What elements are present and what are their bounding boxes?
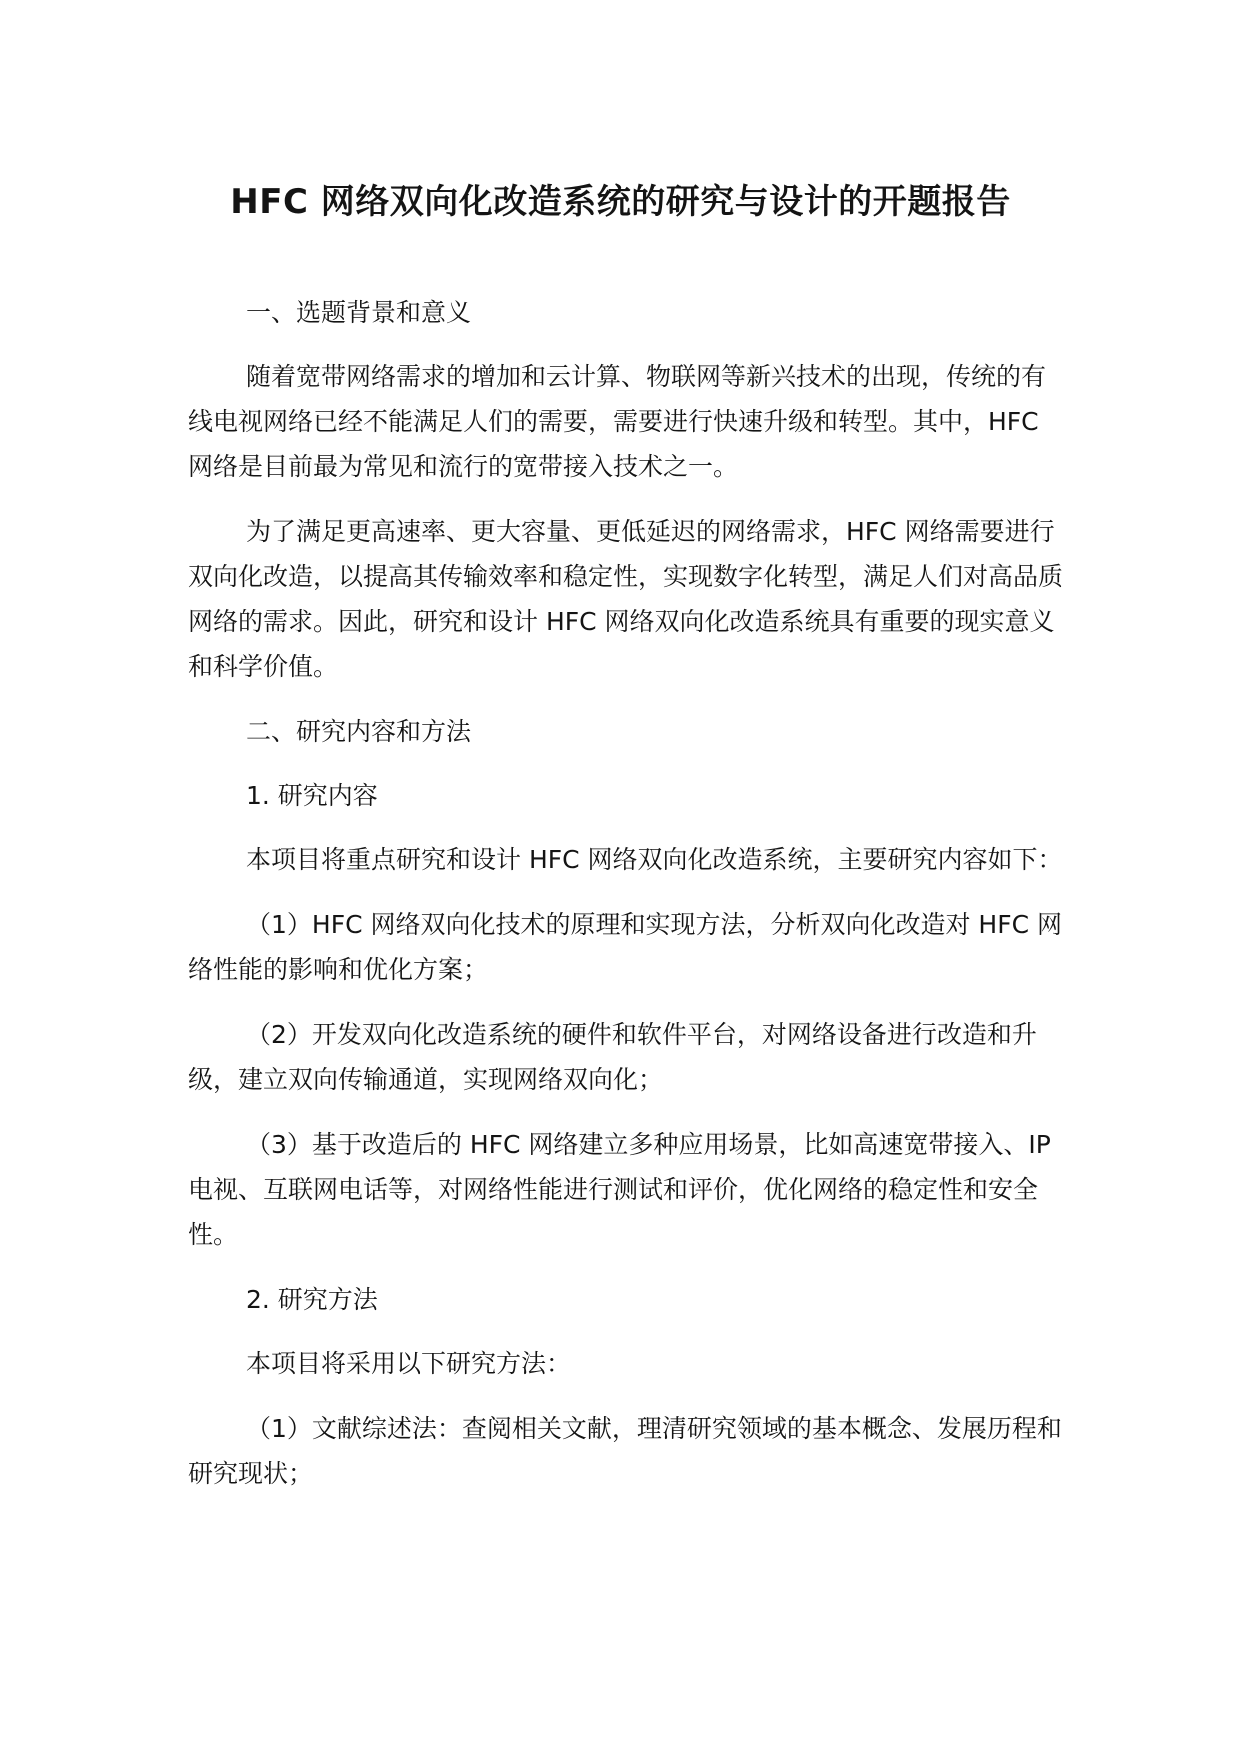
- section-heading-content-method: 二、研究内容和方法: [246, 717, 472, 746]
- list-item-content-3: （3）基于改造后的 HFC 网络建立多种应用场景，比如高速宽带接入、IP 电视、互联网电话等，对网络性能进行测试和评价，优化网络的稳定性和安全性。: [188, 1130, 1051, 1249]
- subheading-research-method: 2. 研究方法: [246, 1285, 378, 1314]
- paragraph-research-method-intro: 本项目将采用以下研究方法：: [246, 1349, 572, 1378]
- list-item-content-2: （2）开发双向化改造系统的硬件和软件平台，对网络设备进行改造和升级，建立双向传输通道，实现网络双向化；: [188, 1020, 1037, 1094]
- document-title: HFC 网络双向化改造系统的研究与设计的开题报告: [230, 182, 1011, 222]
- document-body: [188, 290, 1068, 1516]
- paragraph-background-1: 随着宽带网络需求的增加和云计算、物联网等新兴技术的出现，传统的有线电视网络已经不能满足人们的需要，需要进行快速升级和转型。其中，HFC 网络是目前最为常见和流行的宽带接入技术之一。: [188, 362, 1047, 481]
- paragraph-background-2: 为了满足更高速率、更大容量、更低延迟的网络需求，HFC 网络需要进行双向化改造，以提高其传输效率和稳定性，实现数字化转型，满足人们对高品质网络的需求。因此，研究和设计 HFC 网络双向化改造系统具有重要的现实意义和科学价值。: [188, 517, 1064, 681]
- list-item-method-1: （1）文献综述法：查阅相关文献，理清研究领域的基本概念、发展历程和研究现状；: [188, 1414, 1062, 1488]
- subheading-research-content: 1. 研究内容: [246, 781, 378, 810]
- section-heading-background: 一、选题背景和意义: [246, 298, 472, 327]
- list-item-content-1: （1）HFC 网络双向化技术的原理和实现方法，分析双向化改造对 HFC 网络性能的影响和优化方案；: [188, 910, 1063, 984]
- paragraph-research-content-intro: 本项目将重点研究和设计 HFC 网络双向化改造系统，主要研究内容如下：: [246, 845, 1063, 874]
